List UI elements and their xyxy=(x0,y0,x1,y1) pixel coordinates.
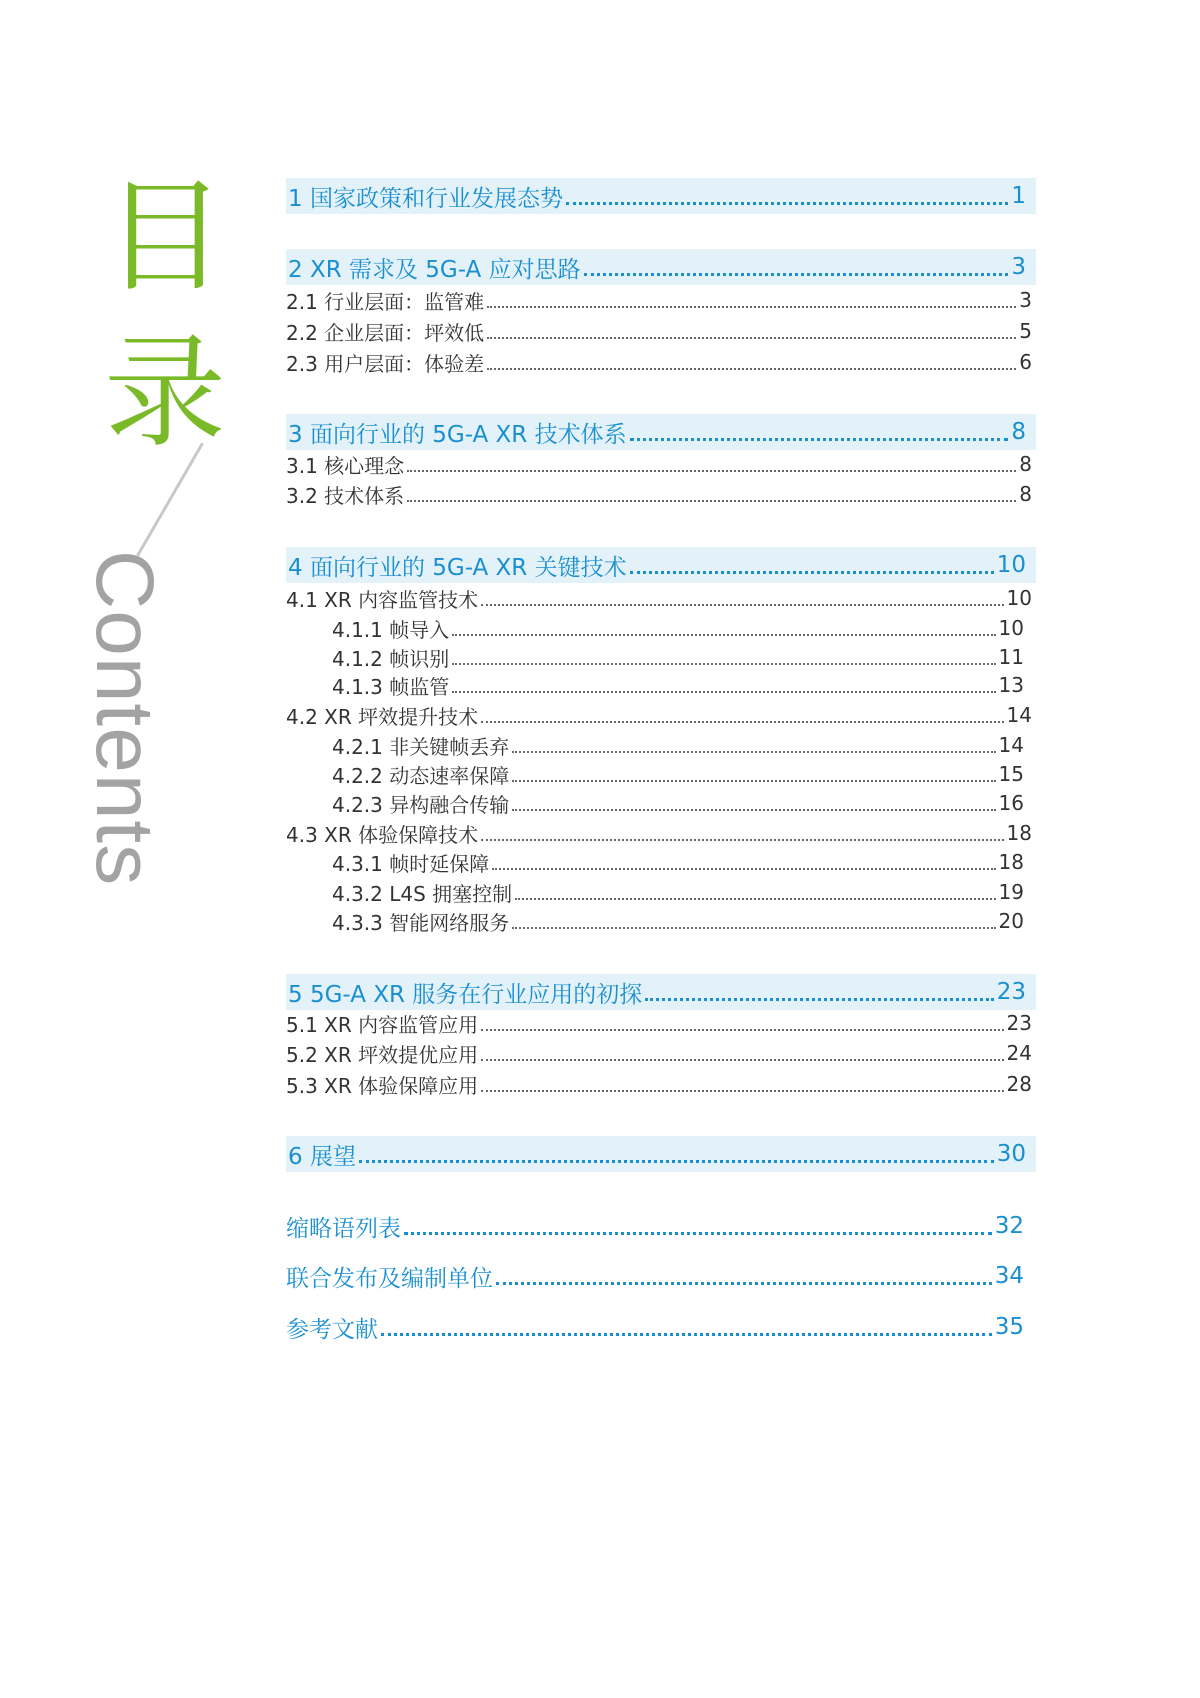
dot-leader xyxy=(407,470,1016,472)
toc-subsection-entry[interactable] xyxy=(286,316,1032,346)
toc-entry-label: 4.1.2 帧识别 xyxy=(332,646,450,671)
toc-entry-label: 3.1 核心理念 xyxy=(286,453,405,478)
toc-entry-label: 4.3 XR 体验保障技术 xyxy=(286,822,479,847)
toc-subsection-entry[interactable] xyxy=(332,877,1024,907)
dot-leader xyxy=(645,998,993,1001)
toc-appendix-entry[interactable] xyxy=(286,1258,1024,1294)
title-chinese-lu: 录 xyxy=(104,322,226,464)
toc-subsection-entry[interactable] xyxy=(332,788,1024,818)
toc-entry-page-number: 20 xyxy=(998,909,1024,933)
toc-entry-page-number: 10 xyxy=(998,616,1024,640)
toc-entry-page-number: 32 xyxy=(994,1213,1024,1239)
title-chinese-mu: 目 xyxy=(104,166,226,308)
toc-section-entry[interactable] xyxy=(286,414,1036,450)
dot-leader xyxy=(515,898,995,900)
toc-entry-label: 3 面向行业的 5G-A XR 技术体系 xyxy=(288,421,627,448)
toc-subsection-entry[interactable] xyxy=(332,759,1024,789)
toc-subsection-entry[interactable] xyxy=(286,479,1032,509)
toc-subsection-entry[interactable] xyxy=(332,847,1024,877)
toc-section-entry[interactable] xyxy=(286,178,1036,214)
toc-subsection-entry[interactable] xyxy=(286,1008,1032,1038)
toc-section-entry[interactable] xyxy=(286,974,1036,1010)
dot-leader xyxy=(481,604,1003,606)
toc-entry-page-number: 30 xyxy=(996,1141,1026,1167)
toc-entry-label: 5.3 XR 体验保障应用 xyxy=(286,1073,479,1098)
toc-entry-label: 4.3.1 帧时延保障 xyxy=(332,851,490,876)
toc-subsection-entry[interactable] xyxy=(286,347,1032,377)
toc-entry-label: 5.2 XR 坪效提优应用 xyxy=(286,1042,479,1067)
toc-entry-page-number: 24 xyxy=(1006,1041,1032,1065)
toc-subsection-entry[interactable] xyxy=(332,906,1024,936)
toc-subsection-entry[interactable] xyxy=(332,613,1024,643)
toc-entry-page-number: 15 xyxy=(998,762,1024,786)
toc-entry-page-number: 28 xyxy=(1006,1072,1032,1096)
toc-entry-label: 3.2 技术体系 xyxy=(286,483,405,508)
toc-entry-label: 4.2.1 非关键帧丢弃 xyxy=(332,734,510,759)
dot-leader xyxy=(381,1333,992,1336)
toc-entry-label: 4.2.3 异构融合传输 xyxy=(332,792,510,817)
toc-entry-label: 参考文献 xyxy=(286,1316,378,1343)
dot-leader xyxy=(407,500,1016,502)
toc-entry-page-number: 13 xyxy=(998,673,1024,697)
dot-leader xyxy=(481,1029,1003,1031)
toc-section-entry[interactable] xyxy=(286,547,1036,583)
toc-entry-page-number: 18 xyxy=(1006,821,1032,845)
toc-entry-label: 4.1.1 帧导入 xyxy=(332,617,450,642)
toc-entry-page-number: 8 xyxy=(1019,482,1032,506)
toc-entry-page-number: 14 xyxy=(998,733,1024,757)
toc-entry-page-number: 10 xyxy=(996,552,1026,578)
dot-leader xyxy=(481,721,1003,723)
dot-leader xyxy=(481,839,1003,841)
toc-entry-label: 2.3 用户层面：体验差 xyxy=(286,351,485,376)
toc-subsection-entry[interactable] xyxy=(286,1038,1032,1068)
toc-entry-label: 2 XR 需求及 5G-A 应对思路 xyxy=(288,256,581,283)
dot-leader xyxy=(359,1160,994,1163)
toc-entry-label: 4.2 XR 坪效提升技术 xyxy=(286,704,479,729)
dot-leader xyxy=(512,780,995,782)
toc-entry-page-number: 16 xyxy=(998,791,1024,815)
toc-entry-label: 1 国家政策和行业发展态势 xyxy=(288,185,563,212)
dot-leader xyxy=(492,868,995,870)
toc-entry-label: 2.2 企业层面：坪效低 xyxy=(286,320,485,345)
toc-entry-label: 5 5G-A XR 服务在行业应用的初探 xyxy=(288,981,643,1008)
toc-subsection-entry[interactable] xyxy=(332,730,1024,760)
toc-entry-label: 缩略语列表 xyxy=(286,1215,401,1242)
toc-subsection-entry[interactable] xyxy=(286,700,1032,730)
toc-entry-page-number: 10 xyxy=(1006,586,1032,610)
dot-leader xyxy=(566,202,1008,205)
toc-entry-page-number: 6 xyxy=(1019,350,1032,374)
toc-entry-page-number: 34 xyxy=(994,1263,1024,1289)
toc-entry-label: 4 面向行业的 5G-A XR 关键技术 xyxy=(288,554,627,581)
toc-entry-page-number: 14 xyxy=(1006,703,1032,727)
toc-entry-label: 2.1 行业层面：监管难 xyxy=(286,289,485,314)
dot-leader xyxy=(487,368,1016,370)
toc-entry-page-number: 8 xyxy=(1019,452,1032,476)
dot-leader xyxy=(452,691,995,693)
toc-subsection-entry[interactable] xyxy=(286,818,1032,848)
toc-entry-page-number: 19 xyxy=(998,880,1024,904)
dot-leader xyxy=(630,438,1009,441)
toc-entry-page-number: 18 xyxy=(998,850,1024,874)
toc-entry-page-number: 8 xyxy=(1011,419,1026,445)
dot-leader xyxy=(512,751,995,753)
toc-subsection-entry[interactable] xyxy=(286,449,1032,479)
toc-entry-label: 4.3.2 L4S 拥塞控制 xyxy=(332,881,513,906)
toc-section-entry[interactable] xyxy=(286,249,1036,285)
toc-entry-page-number: 3 xyxy=(1011,254,1026,280)
dot-leader xyxy=(512,809,995,811)
toc-subsection-entry[interactable] xyxy=(286,1069,1032,1099)
dot-leader xyxy=(452,663,995,665)
toc-appendix-entry[interactable] xyxy=(286,1309,1024,1345)
toc-entry-label: 4.1 XR 内容监管技术 xyxy=(286,587,479,612)
toc-entry-page-number: 5 xyxy=(1019,319,1032,343)
toc-entry-label: 6 展望 xyxy=(288,1143,356,1170)
toc-entry-page-number: 23 xyxy=(996,979,1026,1005)
dot-leader xyxy=(496,1282,992,1285)
dot-leader xyxy=(404,1232,992,1235)
toc-entry-label: 4.1.3 帧监管 xyxy=(332,674,450,699)
toc-entry-label: 4.2.2 动态速率保障 xyxy=(332,763,510,788)
toc-entry-label: 5.1 XR 内容监管应用 xyxy=(286,1012,479,1037)
dot-leader xyxy=(630,571,994,574)
toc-subsection-entry[interactable] xyxy=(332,642,1024,672)
dot-leader xyxy=(452,634,995,636)
dot-leader xyxy=(487,337,1016,339)
dot-leader xyxy=(481,1059,1003,1061)
dot-leader xyxy=(512,927,995,929)
toc-subsection-entry[interactable] xyxy=(286,583,1032,613)
title-english-contents: Contents xyxy=(79,550,170,887)
toc-entry-page-number: 23 xyxy=(1006,1011,1032,1035)
toc-entry-label: 联合发布及编制单位 xyxy=(286,1265,493,1292)
dot-leader xyxy=(584,273,1009,276)
toc-section-entry[interactable] xyxy=(286,1136,1036,1172)
toc-entry-page-number: 1 xyxy=(1011,183,1026,209)
toc-entry-page-number: 11 xyxy=(998,645,1024,669)
toc-entry-page-number: 35 xyxy=(994,1314,1024,1340)
toc-subsection-entry[interactable] xyxy=(286,285,1032,315)
toc-entry-label: 4.3.3 智能网络服务 xyxy=(332,910,510,935)
dot-leader xyxy=(487,306,1016,308)
toc-entry-page-number: 3 xyxy=(1019,288,1032,312)
dot-leader xyxy=(481,1090,1003,1092)
toc-appendix-entry[interactable] xyxy=(286,1208,1024,1244)
toc-subsection-entry[interactable] xyxy=(332,670,1024,700)
